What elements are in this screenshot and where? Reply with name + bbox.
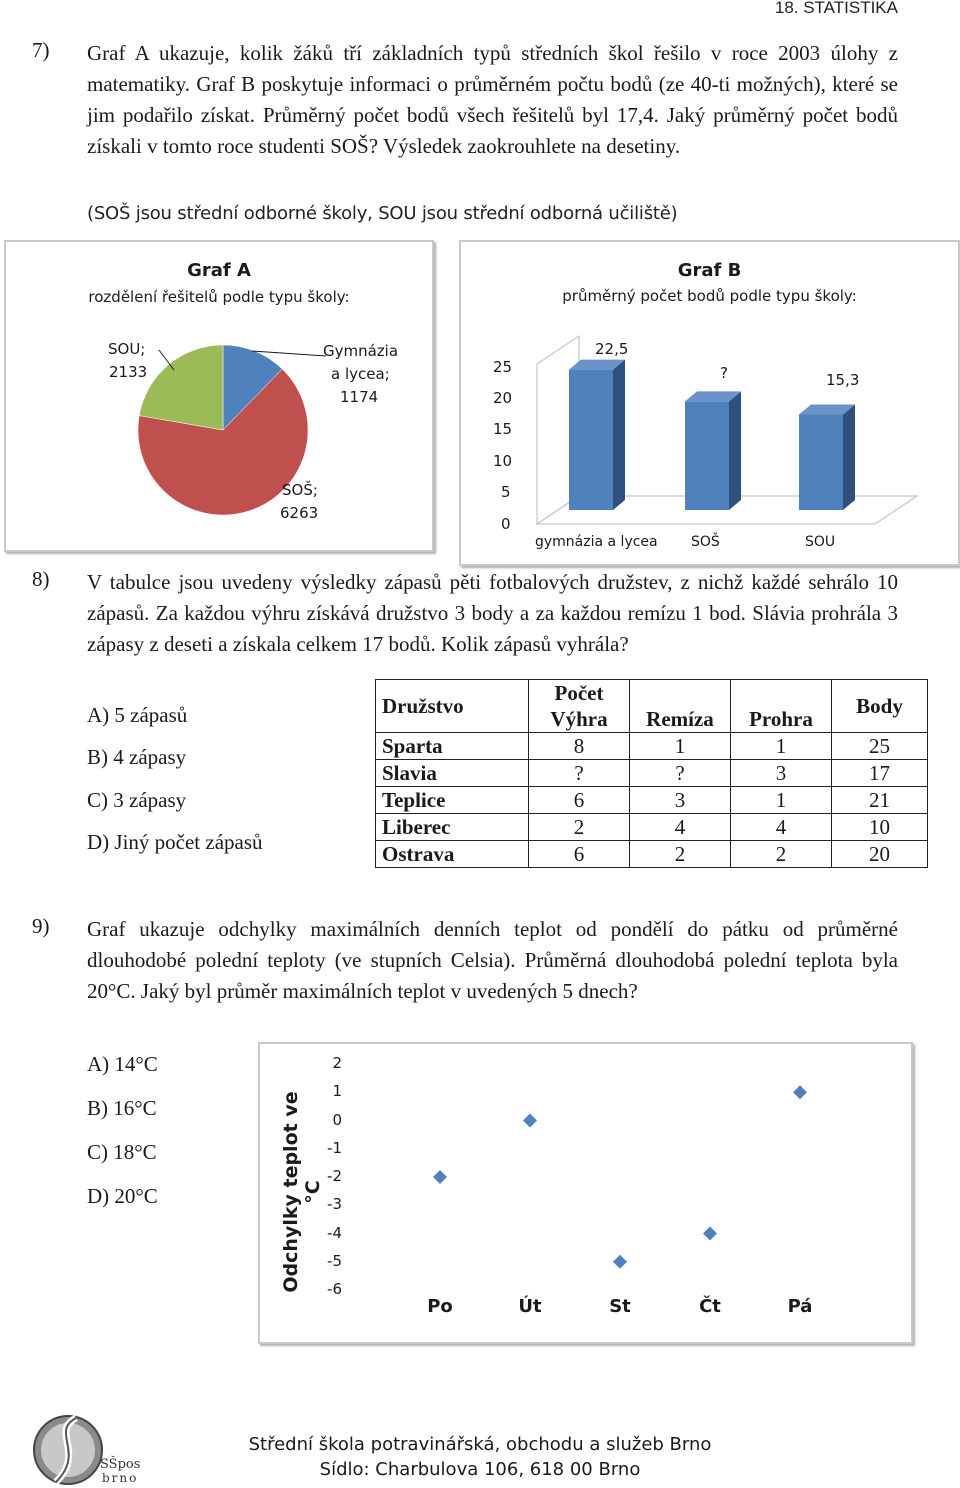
q8-option-b: B) 4 zápasy <box>87 745 187 769</box>
scatter-y-tick: 2 <box>332 1054 342 1072</box>
q9-option-d: D) 20°C <box>87 1184 158 1208</box>
table-cell: 17 <box>832 760 928 787</box>
q8-option-d: D) Jiný počet zápasů <box>87 830 263 854</box>
graf-b-box <box>459 240 960 566</box>
table-cell: 20 <box>832 841 928 868</box>
bar-side <box>843 405 855 510</box>
pie-label-sou-name: SOU; <box>108 340 146 358</box>
graf-a-box <box>4 240 434 552</box>
table-header-points: Body <box>832 680 928 733</box>
bar-x-label: gymnázia a lycea <box>535 534 658 550</box>
table-cell: 1 <box>731 787 832 814</box>
q8-option-c: C) 3 zápasy <box>87 788 187 812</box>
scatter-point <box>703 1227 717 1241</box>
bar-y-tick: 20 <box>493 389 513 407</box>
graf-a-title: Graf A <box>187 260 251 281</box>
question-9-paragraph: Graf ukazuje odchylky maximálních denních teplot od pondělí do pátku od průměrné dlouhodobé polední teploty (ve stupních Celsia). Průměrná dlouhodobá polední teplota byla 20°C. Jaký byl průměr maximálních teplot v uvedených 5 dnech? <box>87 917 898 1003</box>
scatter-x-tick: Út <box>518 1296 542 1317</box>
scatter-y-tick: 1 <box>332 1082 342 1101</box>
bar-y-tick: 5 <box>501 483 511 501</box>
bar-data-label: 15,3 <box>826 371 860 389</box>
scatter-y-tick: -6 <box>327 1280 342 1298</box>
table-cell: 2 <box>731 841 832 868</box>
table-cell: 8 <box>529 733 630 760</box>
table-header-empty <box>731 680 832 707</box>
table-cell-team: Teplice <box>376 787 529 814</box>
scatter-y-tick: -4 <box>327 1223 342 1242</box>
table-cell: 6 <box>529 787 630 814</box>
table-cell: 25 <box>832 733 928 760</box>
bar <box>685 401 729 510</box>
table-cell: 21 <box>832 787 928 814</box>
bar-data-label: ? <box>720 364 728 382</box>
scatter-y-tick: 0 <box>332 1110 342 1129</box>
table-cell-team: Sparta <box>376 733 529 760</box>
table-row <box>376 787 928 814</box>
scatter-point <box>793 1085 807 1099</box>
question-9-number: 9) <box>32 914 50 938</box>
scatter-point <box>523 1114 537 1128</box>
table-cell: ? <box>630 760 731 787</box>
table-cell: ? <box>529 760 630 787</box>
table-header-count: Počet <box>529 680 630 707</box>
table-cell: 6 <box>529 841 630 868</box>
bar <box>799 415 843 510</box>
question-8-text <box>87 567 898 660</box>
deviation-chart-box <box>258 1042 913 1344</box>
table-body <box>376 733 928 868</box>
bar-chart-bars <box>569 360 855 510</box>
table-row <box>376 814 928 841</box>
table-cell: 4 <box>630 814 731 841</box>
table-header-loss: Prohra <box>731 706 832 733</box>
bar-y-tick: 15 <box>493 420 513 438</box>
table-cell: 1 <box>731 733 832 760</box>
question-7-note: (SOŠ jsou střední odborné školy, SOU jsou střední odborná učiliště) <box>87 203 678 224</box>
scatter-point <box>613 1255 627 1269</box>
table-cell-team: Ostrava <box>376 841 529 868</box>
question-7-text <box>87 38 898 162</box>
question-9-text <box>87 914 898 1007</box>
scatter-y-tick: -1 <box>327 1138 342 1157</box>
graf-b-subtitle: průměrný počet bodů podle typu školy: <box>562 287 857 305</box>
q9-option-c: C) 18°C <box>87 1140 157 1164</box>
table-row <box>376 733 928 760</box>
scatter-y-tick: -3 <box>327 1195 342 1214</box>
bar-y-tick: 25 <box>493 358 513 376</box>
table-row <box>376 760 928 787</box>
table-cell: 1 <box>630 733 731 760</box>
graf-a-subtitle: rozdělení řešitelů podle typu školy: <box>88 288 350 306</box>
table-cell: 2 <box>630 841 731 868</box>
section-header: 18. STATISTIKA <box>774 0 898 17</box>
q8-option-a: A) 5 zápasů <box>87 703 188 727</box>
school-logo <box>30 1412 150 1488</box>
pie-label-gym-value: 1174 <box>340 388 379 406</box>
question-8-paragraph: V tabulce jsou uvedeny výsledky zápasů pěti fotbalových družstev, z nichž každé sehrálo 10 zápasů. Za každou výhru získává družstvo 3 body a za každou remízu 1 bod. Slávia prohrála 3 zápasy z deseti a získala celkem 17 bodů. Kolik zápasů vyhrála? <box>87 570 898 656</box>
q9-option-a: A) 14°C <box>87 1052 158 1076</box>
pie-slice <box>139 345 223 430</box>
table-header-team: Družstvo <box>376 680 529 733</box>
scatter-x-tick: St <box>609 1296 631 1317</box>
table-cell: 3 <box>731 760 832 787</box>
bar-side <box>613 360 625 510</box>
scatter-x-tick: Po <box>427 1296 453 1317</box>
pie-label-sou-value: 2133 <box>109 363 148 381</box>
scatter-x-tick: Pá <box>787 1296 813 1317</box>
pie-label-sos-name: SOŠ; <box>282 481 318 499</box>
bar-y-tick: 0 <box>501 515 511 533</box>
bar-y-tick: 10 <box>493 452 513 470</box>
pie-label-gym-name-2: a lycea; <box>331 365 390 383</box>
results-table <box>375 679 928 868</box>
scatter-point <box>433 1170 447 1184</box>
table-header-draw: Remíza <box>630 706 731 733</box>
bar-chart <box>461 242 958 564</box>
scatter-y-tick: -5 <box>327 1251 342 1270</box>
pie-label-sos-value: 6263 <box>280 504 319 522</box>
table-cell: 10 <box>832 814 928 841</box>
question-7-number: 7) <box>32 38 50 62</box>
question-7-paragraph: Graf A ukazuje, kolik žáků tří základních typů středních škol řešilo v roce 2003 úlohy z matematiky. Graf B poskytuje informaci o průměrném počtu bodů (ze 40-ti možných), které se jim podařilo získat. Průměrný počet bodů všech řešitelů byl 17,4. Jaký průměrný počet bodů získali v tomto roce studenti SOŠ? Výsledek zaokrouhlete na desetiny. <box>87 41 898 158</box>
table-cell-team: Slavia <box>376 760 529 787</box>
footer-address: Sídlo: Charbulova 106, 618 00 Brno <box>319 1459 641 1480</box>
table-cell: 4 <box>731 814 832 841</box>
svg-text:SŠpos: SŠpos <box>100 1457 141 1472</box>
table-header-empty <box>630 680 731 707</box>
table-cell: 3 <box>630 787 731 814</box>
table-cell: 2 <box>529 814 630 841</box>
scatter-y-tick: -2 <box>327 1167 342 1185</box>
scatter-y-axis-label: Odchylky teplot ve °C <box>280 1091 324 1293</box>
bar-side <box>729 391 741 510</box>
graf-b-title: Graf B <box>677 260 742 281</box>
bar <box>569 370 613 510</box>
scatter-x-tick: Čt <box>699 1296 721 1317</box>
table-row <box>376 841 928 868</box>
bar-x-label: SOU <box>805 534 836 550</box>
scatter-points <box>433 1085 807 1269</box>
svg-text:brno: brno <box>102 1471 139 1485</box>
footer-school-name: Střední škola potravinářská, obchodu a služeb Brno <box>248 1434 712 1455</box>
table-cell-team: Liberec <box>376 814 529 841</box>
bar-data-label: 22,5 <box>595 340 629 358</box>
pie-label-gym-name: Gymnázia <box>323 342 399 360</box>
bar-x-label: SOŠ <box>691 534 720 550</box>
q9-option-b: B) 16°C <box>87 1096 157 1120</box>
table-header-win: Výhra <box>529 706 630 733</box>
question-8-number: 8) <box>32 567 50 591</box>
